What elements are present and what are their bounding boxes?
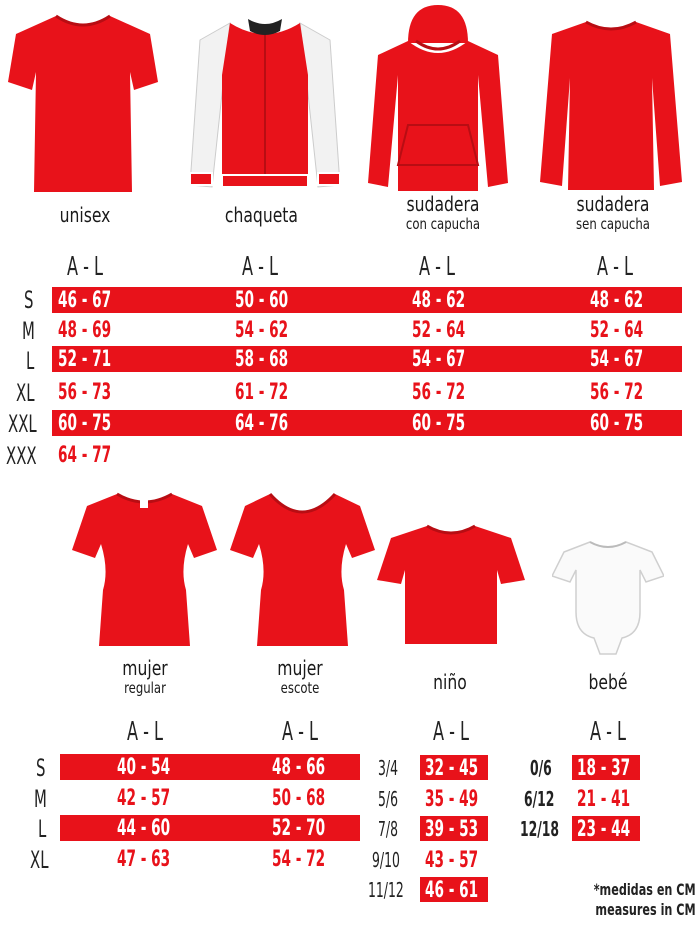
size-value: 39 - 53 [425,817,479,842]
column-header: A - L [241,252,279,282]
size-value: 32 - 45 [425,756,479,781]
column-header: A - L [281,717,319,747]
size-label: XXX [6,442,37,470]
garment-label-nino: niño [433,670,467,694]
size-value: 52 - 64 [590,318,644,343]
age-label: 0/6 [530,756,552,780]
varsity-jacket-icon [190,15,340,195]
size-value: 50 - 68 [272,786,326,811]
hoodie-icon [368,5,508,193]
garment-label-sudadera-con-capucha: sudadera con capucha [405,192,481,233]
size-value: 44 - 60 [117,816,171,841]
size-value: 54 - 62 [235,318,289,343]
age-label: 7/8 [378,817,398,841]
size-value: 64 - 76 [235,411,289,436]
garment-label-unisex: unisex [59,203,111,227]
garment-label-bebe: bebé [588,670,628,694]
size-value: 50 - 60 [235,288,289,313]
size-value: 21 - 41 [577,787,631,812]
size-value: 64 - 77 [58,443,112,468]
size-value: 23 - 44 [577,817,631,842]
size-value: 52 - 64 [412,318,466,343]
measures-note [594,880,696,920]
size-label: S [24,286,34,314]
size-value: 58 - 68 [235,347,289,372]
row-band [52,346,682,372]
size-label: XL [16,379,35,407]
women-tshirt-icon [72,490,217,650]
tshirt-icon [8,12,158,197]
size-value: 42 - 57 [117,786,171,811]
size-value: 54 - 67 [412,347,466,372]
column-header: A - L [418,252,456,282]
size-value: 56 - 73 [58,380,112,405]
size-value: 54 - 72 [272,847,326,872]
size-value: 35 - 49 [425,787,479,812]
size-value: 43 - 57 [425,848,479,873]
sweatshirt-icon [540,18,682,192]
size-value: 54 - 67 [590,347,644,372]
women-scoop-tshirt-icon [230,490,375,650]
measures-note-es: *medidas en CM [594,880,696,899]
size-value: 18 - 37 [577,756,631,781]
garment-label-sudadera-sen-capucha: sudadera sen capucha [576,192,650,233]
size-value: 52 - 70 [272,816,326,841]
garment-label-mujer-regular: mujer regular [122,656,168,697]
size-value: 56 - 72 [590,380,644,405]
column-header: A - L [126,717,164,747]
size-value: 46 - 61 [425,878,479,903]
size-label: M [34,785,47,813]
size-value: 52 - 71 [58,347,112,372]
kids-tshirt-icon [377,522,525,647]
row-band [52,287,682,313]
size-value: 48 - 69 [58,318,112,343]
size-value: 47 - 63 [117,847,171,872]
measures-note-en: measures in CM [595,900,696,919]
size-value: 48 - 62 [590,288,644,313]
size-label: L [26,347,35,375]
size-label: XL [30,846,49,874]
baby-bodysuit-icon [552,538,664,656]
age-label: 11/12 [368,878,404,902]
size-value: 61 - 72 [235,380,289,405]
row-band [52,410,682,436]
size-label: XXL [8,410,37,438]
size-label: M [22,317,35,345]
size-value: 48 - 62 [412,288,466,313]
size-value: 60 - 75 [412,411,466,436]
age-label: 5/6 [378,787,398,811]
size-value: 56 - 72 [412,380,466,405]
age-label: 3/4 [378,756,398,780]
garment-label-mujer-escote: mujer escote [277,656,323,697]
age-label: 6/12 [524,787,555,811]
column-header: A - L [589,717,627,747]
size-label: L [38,815,47,843]
column-header: A - L [66,252,104,282]
size-value: 40 - 54 [117,755,171,780]
size-label: S [36,754,46,782]
age-label: 12/18 [520,817,560,841]
size-value: 46 - 67 [58,288,112,313]
age-label: 9/10 [372,848,400,872]
size-value: 60 - 75 [58,411,112,436]
size-value: 60 - 75 [590,411,644,436]
garment-label-chaqueta: chaqueta [224,203,298,227]
column-header: A - L [432,717,470,747]
column-header: A - L [596,252,634,282]
size-value: 48 - 66 [272,755,326,780]
